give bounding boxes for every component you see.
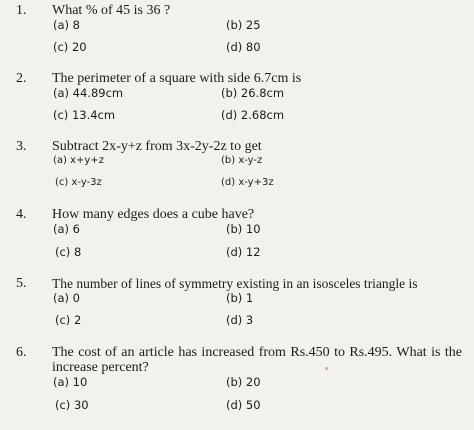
question-text: The perimeter of a square with side 6.7cm is (52, 71, 302, 86)
option-c: (c) 20 (53, 40, 87, 54)
question-text: The cost of an article has increased from Rs.450 to Rs.495. What is the increase percent? (52, 345, 462, 375)
question-text: What % of 45 is 36 ? (52, 3, 171, 18)
question-text: The number of lines of symmetry existing in an isosceles triangle is (52, 276, 418, 291)
option-a: (a) 6 (53, 222, 80, 236)
option-d: (d) 80 (226, 40, 261, 54)
option-d: (d) 2.68cm (221, 108, 285, 122)
question-number: 2. (16, 71, 27, 86)
option-d: (d) 50 (226, 398, 261, 412)
option-c: (c) x-y-3z (55, 177, 102, 188)
option-a: (a) 10 (53, 375, 88, 389)
question-number: 1. (16, 3, 27, 18)
option-c: (c) 2 (55, 313, 82, 327)
option-c: (c) 30 (55, 398, 89, 412)
option-a: (a) 44.89cm (53, 86, 124, 100)
question-text: How many edges does a cube have? (52, 207, 255, 222)
option-b: (b) 25 (226, 18, 261, 32)
option-c: (c) 8 (55, 245, 82, 259)
option-a: (a) x+y+z (53, 155, 104, 166)
option-c: (c) 13.4cm (53, 108, 116, 122)
option-d: (d) x-y+3z (221, 177, 274, 188)
question-number: 5. (16, 276, 27, 291)
option-d: (d) 12 (226, 245, 261, 259)
option-a: (a) 0 (53, 291, 80, 305)
option-a: (a) 8 (53, 18, 80, 32)
option-b: (b) 20 (226, 375, 261, 389)
option-b: (b) x-y-z (221, 155, 263, 166)
option-b: (b) 26.8cm (221, 86, 285, 100)
option-b: (b) 1 (226, 291, 254, 305)
question-number: 3. (16, 139, 27, 154)
ink-speck (325, 367, 328, 370)
option-b: (b) 10 (226, 222, 261, 236)
question-text: Subtract 2x-y+z from 3x-2y-2z to get (52, 139, 262, 154)
option-d: (d) 3 (226, 313, 254, 327)
question-number: 4. (16, 207, 27, 222)
question-number: 6. (16, 345, 27, 360)
